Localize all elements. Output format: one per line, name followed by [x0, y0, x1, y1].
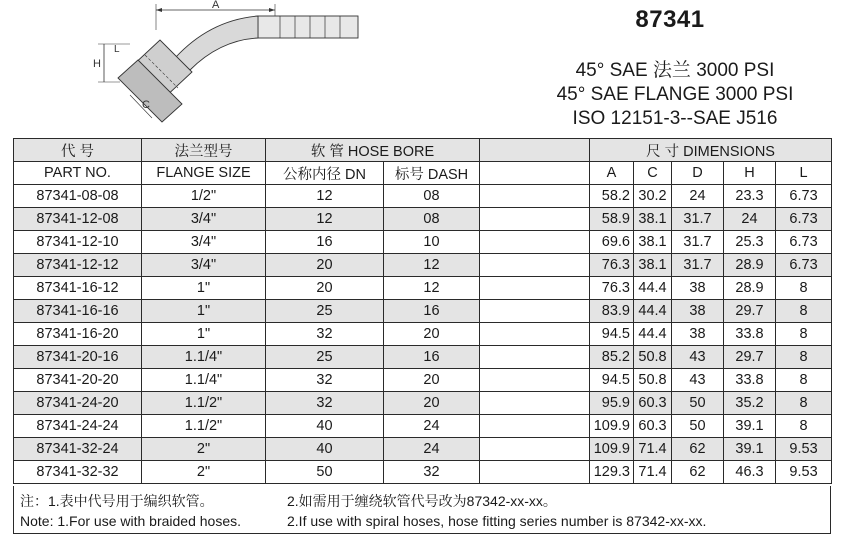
- flange-size-cell: 2": [142, 461, 266, 484]
- dim-d-cell: 31.7: [672, 231, 724, 254]
- header-flange-en: FLANGE SIZE: [142, 162, 266, 185]
- dim-d-cell: 38: [672, 323, 724, 346]
- dn-cell: 50: [266, 461, 384, 484]
- dash-cell: 12: [384, 277, 480, 300]
- part-number-cell: 87341-12-10: [14, 231, 142, 254]
- dim-a-cell: 129.3: [590, 461, 634, 484]
- dimension-table: [13, 138, 832, 484]
- dim-l-cell: 9.53: [776, 438, 832, 461]
- dim-a-cell: 76.3: [590, 277, 634, 300]
- dim-c-cell: 44.4: [634, 323, 672, 346]
- dn-cell: 12: [266, 208, 384, 231]
- part-number-cell: 87341-12-12: [14, 254, 142, 277]
- dim-c-label: C: [142, 99, 150, 111]
- dash-cell: 24: [384, 438, 480, 461]
- part-number-cell: 87341-24-24: [14, 415, 142, 438]
- dim-a-cell: 69.6: [590, 231, 634, 254]
- dim-c-cell: 60.3: [634, 415, 672, 438]
- header-gap: [480, 139, 590, 162]
- table-row: [14, 438, 832, 461]
- dim-c-cell: 71.4: [634, 438, 672, 461]
- dn-cell: 40: [266, 438, 384, 461]
- part-number-cell: 87341-16-16: [14, 300, 142, 323]
- table-row: [14, 231, 832, 254]
- flange-size-cell: 1": [142, 277, 266, 300]
- dim-h-cell: 39.1: [724, 438, 776, 461]
- dim-l-cell: 9.53: [776, 461, 832, 484]
- header-dash: 标号 DASH: [384, 162, 480, 185]
- part-number-cell: 87341-12-08: [14, 208, 142, 231]
- dim-c-cell: 50.8: [634, 369, 672, 392]
- dn-cell: 40: [266, 415, 384, 438]
- part-number-cell: 87341-32-24: [14, 438, 142, 461]
- dn-cell: 32: [266, 392, 384, 415]
- flange-size-cell: 1.1/2": [142, 392, 266, 415]
- header-dim-c: C: [634, 162, 672, 185]
- dim-h-cell: 28.9: [724, 277, 776, 300]
- fitting-drawing: [90, 0, 380, 138]
- part-number-cell: 87341-20-16: [14, 346, 142, 369]
- gap-cell: [480, 208, 590, 231]
- flange-size-cell: 1.1/4": [142, 369, 266, 392]
- flange-size-cell: 2": [142, 438, 266, 461]
- gap-cell: [480, 300, 590, 323]
- table-row: [14, 392, 832, 415]
- dim-d-cell: 62: [672, 438, 724, 461]
- header-dim-l: L: [776, 162, 832, 185]
- gap-cell: [480, 461, 590, 484]
- dim-d-cell: 50: [672, 415, 724, 438]
- dim-d-cell: 38: [672, 300, 724, 323]
- header-code-en: PART NO.: [14, 162, 142, 185]
- dim-d-cell: 50: [672, 392, 724, 415]
- header-dim-a: A: [590, 162, 634, 185]
- table-row: [14, 461, 832, 484]
- dim-h-label: H: [93, 58, 101, 70]
- dim-d-cell: 43: [672, 346, 724, 369]
- part-number-cell: 87341-20-20: [14, 369, 142, 392]
- dim-d-cell: 31.7: [672, 254, 724, 277]
- table-row: [14, 277, 832, 300]
- dn-cell: 25: [266, 346, 384, 369]
- dash-cell: 24: [384, 415, 480, 438]
- dim-l-cell: 8: [776, 392, 832, 415]
- dim-a-cell: 85.2: [590, 346, 634, 369]
- part-number-cell: 87341-16-20: [14, 323, 142, 346]
- dash-cell: 12: [384, 254, 480, 277]
- dash-cell: 08: [384, 185, 480, 208]
- dim-c-cell: 50.8: [634, 346, 672, 369]
- flange-size-cell: 1.1/4": [142, 346, 266, 369]
- dn-cell: 32: [266, 369, 384, 392]
- dim-h-cell: 35.2: [724, 392, 776, 415]
- dim-h-cell: 33.8: [724, 323, 776, 346]
- part-number-cell: 87341-24-20: [14, 392, 142, 415]
- gap-cell: [480, 369, 590, 392]
- dim-a-cell: 76.3: [590, 254, 634, 277]
- dash-cell: 16: [384, 300, 480, 323]
- gap-cell: [480, 185, 590, 208]
- dim-a-cell: 109.9: [590, 415, 634, 438]
- dn-cell: 25: [266, 300, 384, 323]
- dash-cell: 08: [384, 208, 480, 231]
- dim-l-cell: 8: [776, 369, 832, 392]
- dim-l-label: L: [114, 44, 120, 55]
- dim-a-cell: 94.5: [590, 369, 634, 392]
- dash-cell: 16: [384, 346, 480, 369]
- gap-cell: [480, 254, 590, 277]
- dim-l-cell: 8: [776, 300, 832, 323]
- note-cn-2: 2.如需用于缠绕软管代号改为87342-xx-xx。: [287, 493, 557, 509]
- gap-cell: [480, 438, 590, 461]
- dim-a-cell: 58.2: [590, 185, 634, 208]
- dim-h-cell: 33.8: [724, 369, 776, 392]
- dim-h-cell: 24: [724, 208, 776, 231]
- dim-d-cell: 31.7: [672, 208, 724, 231]
- gap-cell: [480, 392, 590, 415]
- gap-cell: [480, 415, 590, 438]
- note-cn: [20, 491, 557, 511]
- dim-h-cell: 46.3: [724, 461, 776, 484]
- dim-c-cell: 38.1: [634, 208, 672, 231]
- dim-h-cell: 25.3: [724, 231, 776, 254]
- table-row: [14, 369, 832, 392]
- dim-c-cell: 38.1: [634, 254, 672, 277]
- dim-h-cell: 23.3: [724, 185, 776, 208]
- dn-cell: 20: [266, 254, 384, 277]
- dim-a-label: A: [212, 0, 220, 11]
- table-row: [14, 185, 832, 208]
- dim-h-cell: 29.7: [724, 346, 776, 369]
- table-row: [14, 300, 832, 323]
- note-cn-1: 注：1.表中代号用于编织软管。: [20, 493, 214, 509]
- flange-size-cell: 1.1/2": [142, 415, 266, 438]
- dash-cell: 20: [384, 323, 480, 346]
- header-hose-bore: 软 管 HOSE BORE: [266, 139, 480, 162]
- part-number-title: 87341: [635, 6, 705, 33]
- note-en-1: Note: 1.For use with braided hoses.: [20, 513, 242, 529]
- flange-size-cell: 1": [142, 300, 266, 323]
- dash-cell: 32: [384, 461, 480, 484]
- notes-box: [13, 486, 831, 534]
- dim-c-cell: 38.1: [634, 231, 672, 254]
- header-dn: 公称内径 DN: [266, 162, 384, 185]
- dash-cell: 20: [384, 392, 480, 415]
- flange-size-cell: 1/2": [142, 185, 266, 208]
- table-row: [14, 415, 832, 438]
- flange-size-cell: 3/4": [142, 208, 266, 231]
- flange-size-cell: 1": [142, 323, 266, 346]
- table-row: [14, 254, 832, 277]
- dim-l-cell: 8: [776, 323, 832, 346]
- dn-cell: 32: [266, 323, 384, 346]
- spec-line-cn: 45° SAE 法兰 3000 PSI: [575, 60, 775, 81]
- header-flange-cn: 法兰型号: [142, 139, 266, 162]
- header-row-1: [14, 139, 832, 162]
- dn-cell: 12: [266, 185, 384, 208]
- header-dim-h: H: [724, 162, 776, 185]
- dim-c-cell: 71.4: [634, 461, 672, 484]
- gap-cell: [480, 231, 590, 254]
- gap-cell: [480, 277, 590, 300]
- note-en-2: 2.If use with spiral hoses, hose fitting series number is 87342-xx-xx.: [287, 513, 707, 529]
- note-en: [20, 513, 707, 529]
- header-code-cn: 代 号: [14, 139, 142, 162]
- part-number-cell: 87341-08-08: [14, 185, 142, 208]
- header-gap: [480, 162, 590, 185]
- dim-c-cell: 44.4: [634, 300, 672, 323]
- spec-line-en: 45° SAE FLANGE 3000 PSI: [556, 84, 794, 105]
- dash-cell: 20: [384, 369, 480, 392]
- dim-a-cell: 83.9: [590, 300, 634, 323]
- dim-l-cell: 8: [776, 277, 832, 300]
- gap-cell: [480, 323, 590, 346]
- dim-c-cell: 44.4: [634, 277, 672, 300]
- dim-h-cell: 29.7: [724, 300, 776, 323]
- table-row: [14, 346, 832, 369]
- part-number-cell: 87341-16-12: [14, 277, 142, 300]
- dim-l-cell: 8: [776, 415, 832, 438]
- dash-cell: 10: [384, 231, 480, 254]
- dim-h-cell: 39.1: [724, 415, 776, 438]
- table-row: [14, 208, 832, 231]
- header-dimensions: 尺 寸 DIMENSIONS: [590, 139, 832, 162]
- dim-d-cell: 24: [672, 185, 724, 208]
- spec-line-iso: ISO 12151-3--SAE J516: [572, 108, 778, 129]
- dim-d-cell: 43: [672, 369, 724, 392]
- dim-a-cell: 109.9: [590, 438, 634, 461]
- dim-l-cell: 6.73: [776, 231, 832, 254]
- dim-l-cell: 8: [776, 346, 832, 369]
- dim-c-cell: 30.2: [634, 185, 672, 208]
- table-row: [14, 323, 832, 346]
- dim-a-cell: 58.9: [590, 208, 634, 231]
- dim-l-cell: 6.73: [776, 208, 832, 231]
- dim-d-cell: 38: [672, 277, 724, 300]
- dim-a-cell: 94.5: [590, 323, 634, 346]
- dim-l-cell: 6.73: [776, 254, 832, 277]
- header-row-2: [14, 162, 832, 185]
- part-number-cell: 87341-32-32: [14, 461, 142, 484]
- dim-d-cell: 62: [672, 461, 724, 484]
- dim-a-cell: 95.9: [590, 392, 634, 415]
- dn-cell: 20: [266, 277, 384, 300]
- header-dim-d: D: [672, 162, 724, 185]
- flange-size-cell: 3/4": [142, 231, 266, 254]
- dim-l-cell: 6.73: [776, 185, 832, 208]
- dim-c-cell: 60.3: [634, 392, 672, 415]
- flange-size-cell: 3/4": [142, 254, 266, 277]
- gap-cell: [480, 346, 590, 369]
- dn-cell: 16: [266, 231, 384, 254]
- dim-h-cell: 28.9: [724, 254, 776, 277]
